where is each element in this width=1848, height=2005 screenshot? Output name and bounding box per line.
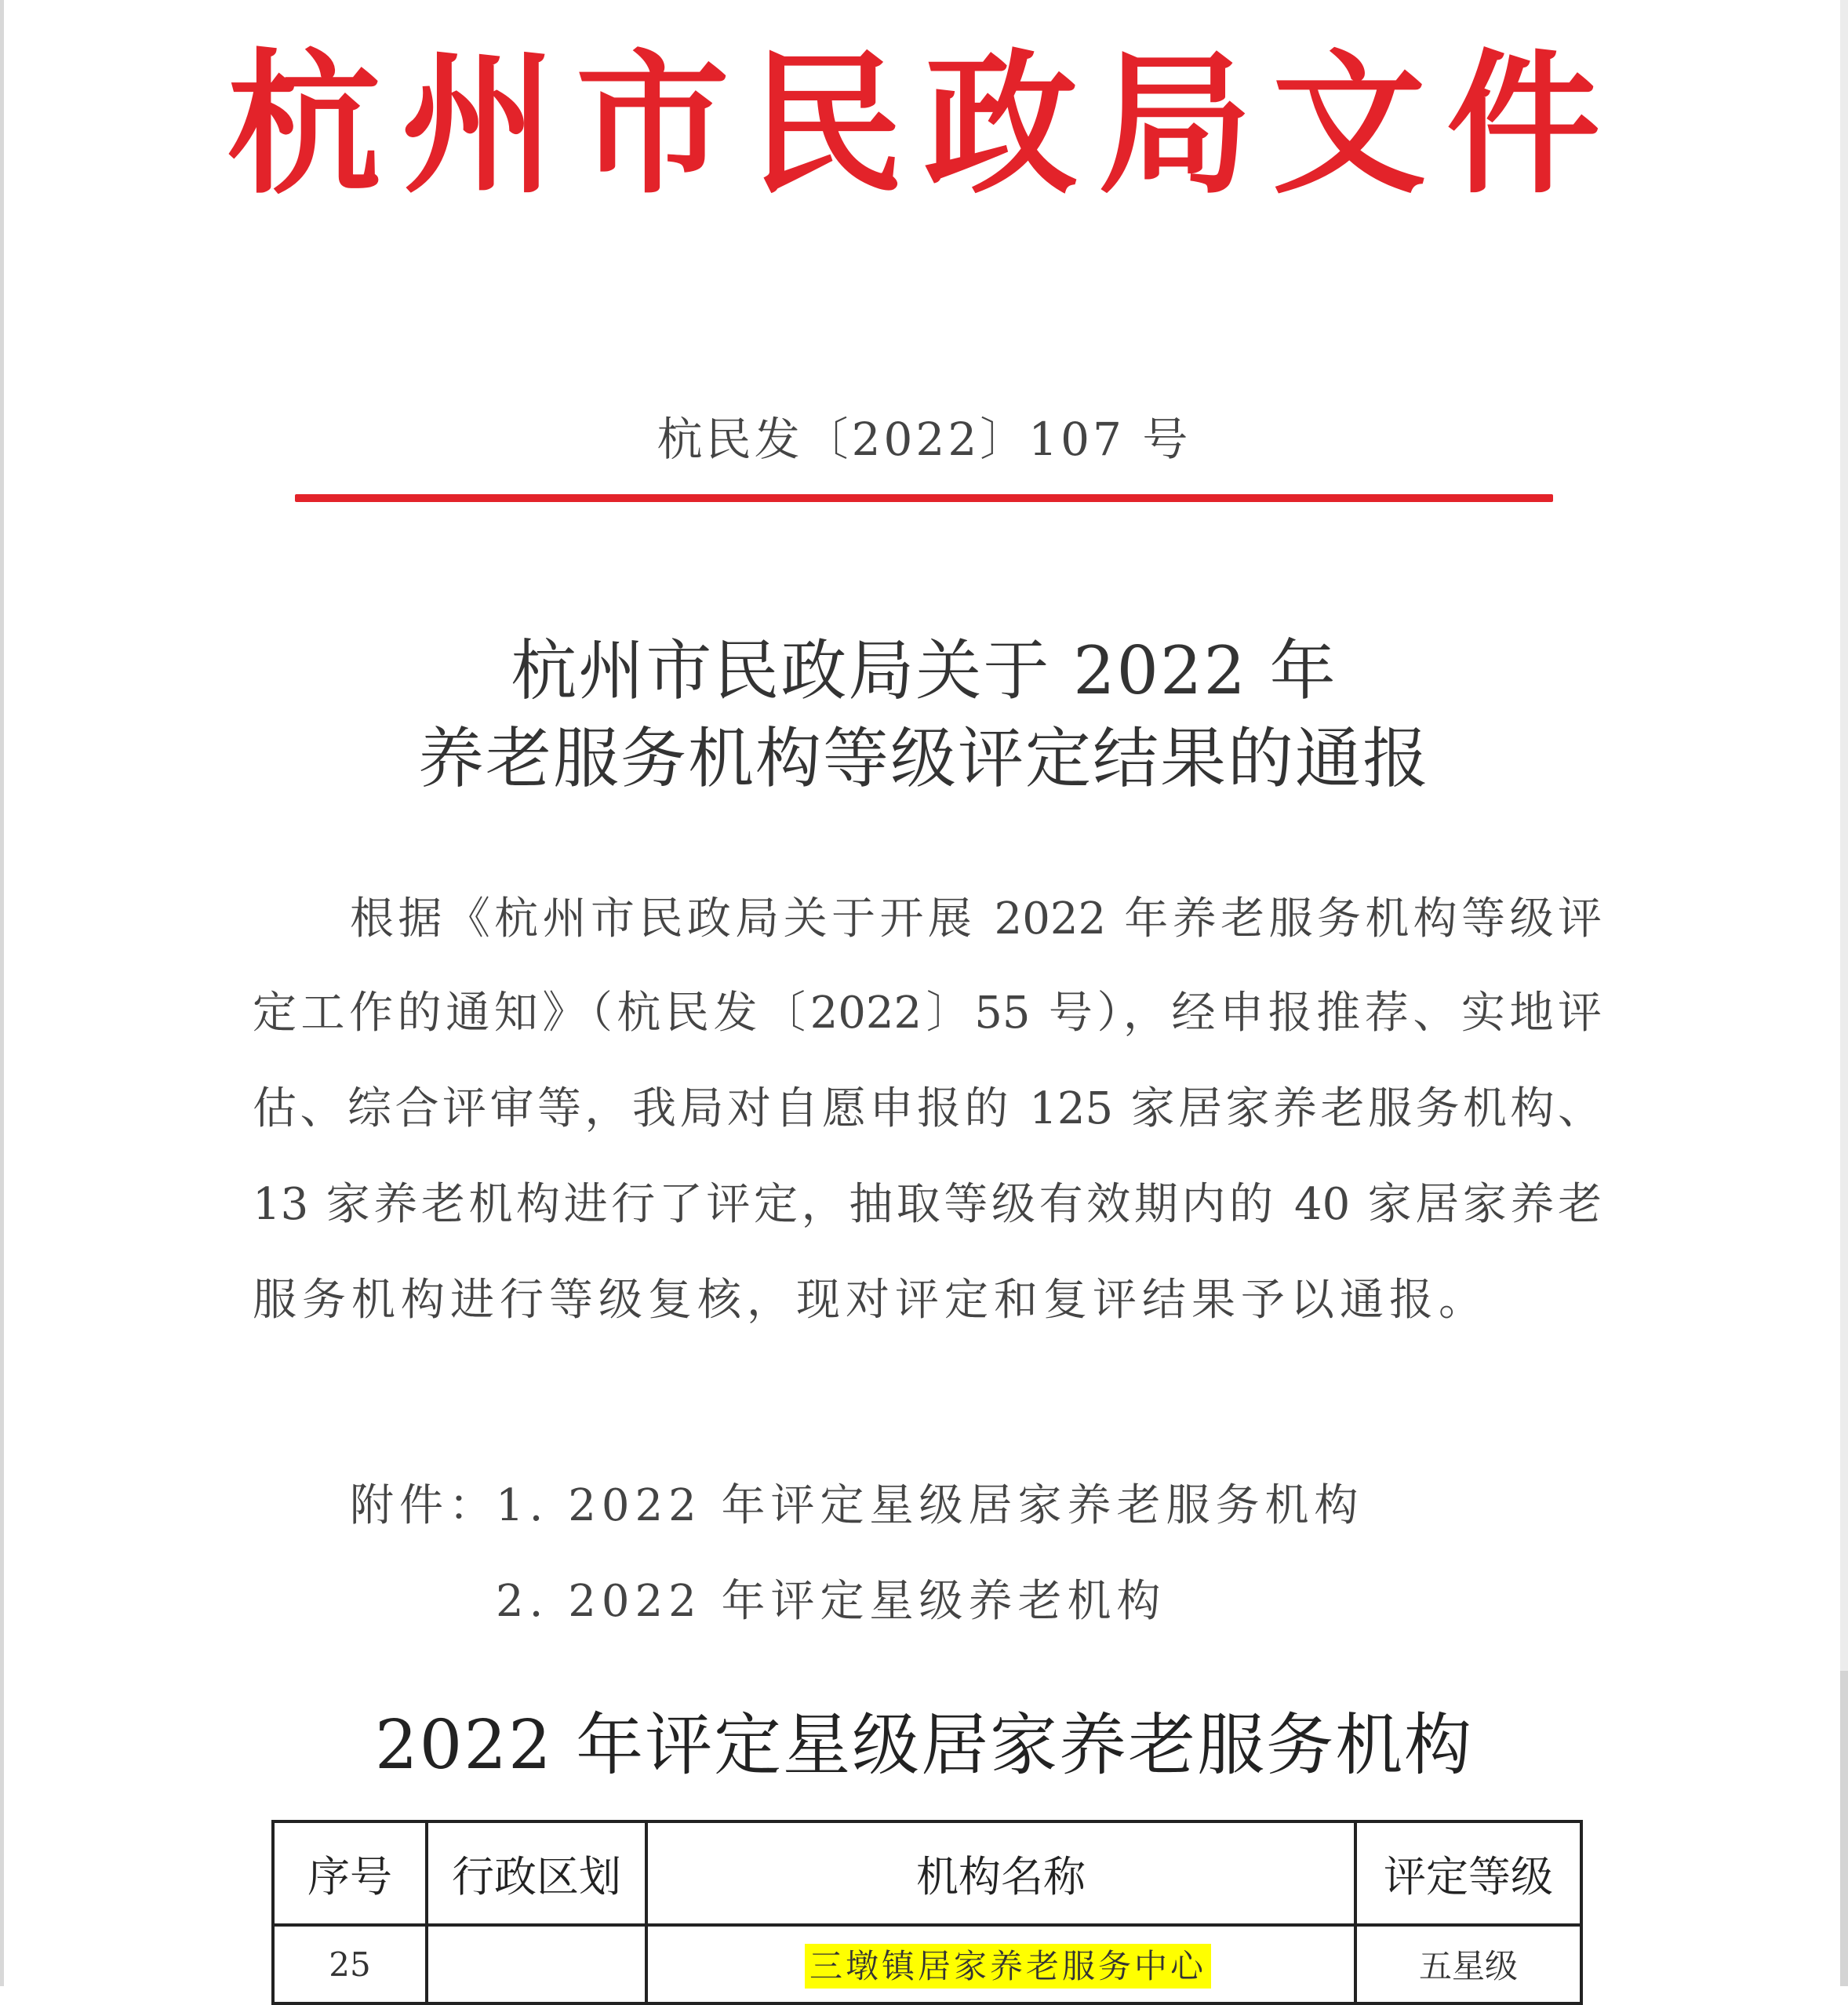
body-paragraph-line: 定工作的通知》（杭民发〔2022〕55 号），经申报推荐、实地评 xyxy=(253,988,1602,1039)
attachment-item: 2. 2022 年评定星级养老机构 xyxy=(496,1576,1166,1627)
table-header-row xyxy=(273,1821,1581,1925)
body-paragraph-line: 13 家养老机构进行了评定，抽取等级有效期内的 40 家居家养老 xyxy=(253,1179,1602,1230)
cell-grade: 五星级 xyxy=(1355,1925,1581,2003)
ratings-table xyxy=(271,1820,1583,2005)
header-grade: 评定等级 xyxy=(1355,1821,1581,1925)
highlighted-org-name: 三墩镇居家养老服务中心 xyxy=(805,1944,1211,1989)
attachment-label: 附件： xyxy=(350,1480,498,1531)
cell-district xyxy=(427,1925,646,2003)
document-masthead: 杭州市民政局文件 xyxy=(227,36,1621,215)
body-paragraph-line: 根据《杭州市民政局关于开展 2022 年养老服务机构等级评 xyxy=(350,893,1602,944)
body-paragraph-line: 服务机构进行等级复核，现对评定和复评结果予以通报。 xyxy=(253,1275,1488,1326)
header-org-name: 机构名称 xyxy=(646,1821,1355,1925)
document-title-line1: 杭州市民政局关于 2022 年 xyxy=(511,632,1337,709)
table-row xyxy=(273,1925,1581,2003)
header-district: 行政区划 xyxy=(427,1821,646,1925)
cell-seq: 25 xyxy=(273,1925,427,2003)
body-paragraph-line: 估、综合评审等，我局对自愿申报的 125 家居家养老服务机构、 xyxy=(253,1083,1602,1134)
page-left-edge xyxy=(0,0,4,1986)
document-number: 杭民发〔2022〕107 号 xyxy=(657,413,1191,466)
attachment-item: 1. 2022 年评定星级居家养老服务机构 xyxy=(496,1480,1364,1531)
cell-org-name xyxy=(646,1925,1355,2003)
table-title: 2022 年评定星级居家养老服务机构 xyxy=(374,1706,1474,1785)
header-seq: 序号 xyxy=(273,1821,427,1925)
red-divider-line xyxy=(295,494,1553,502)
document-title-line2: 养老服务机构等级评定结果的通报 xyxy=(417,720,1430,797)
